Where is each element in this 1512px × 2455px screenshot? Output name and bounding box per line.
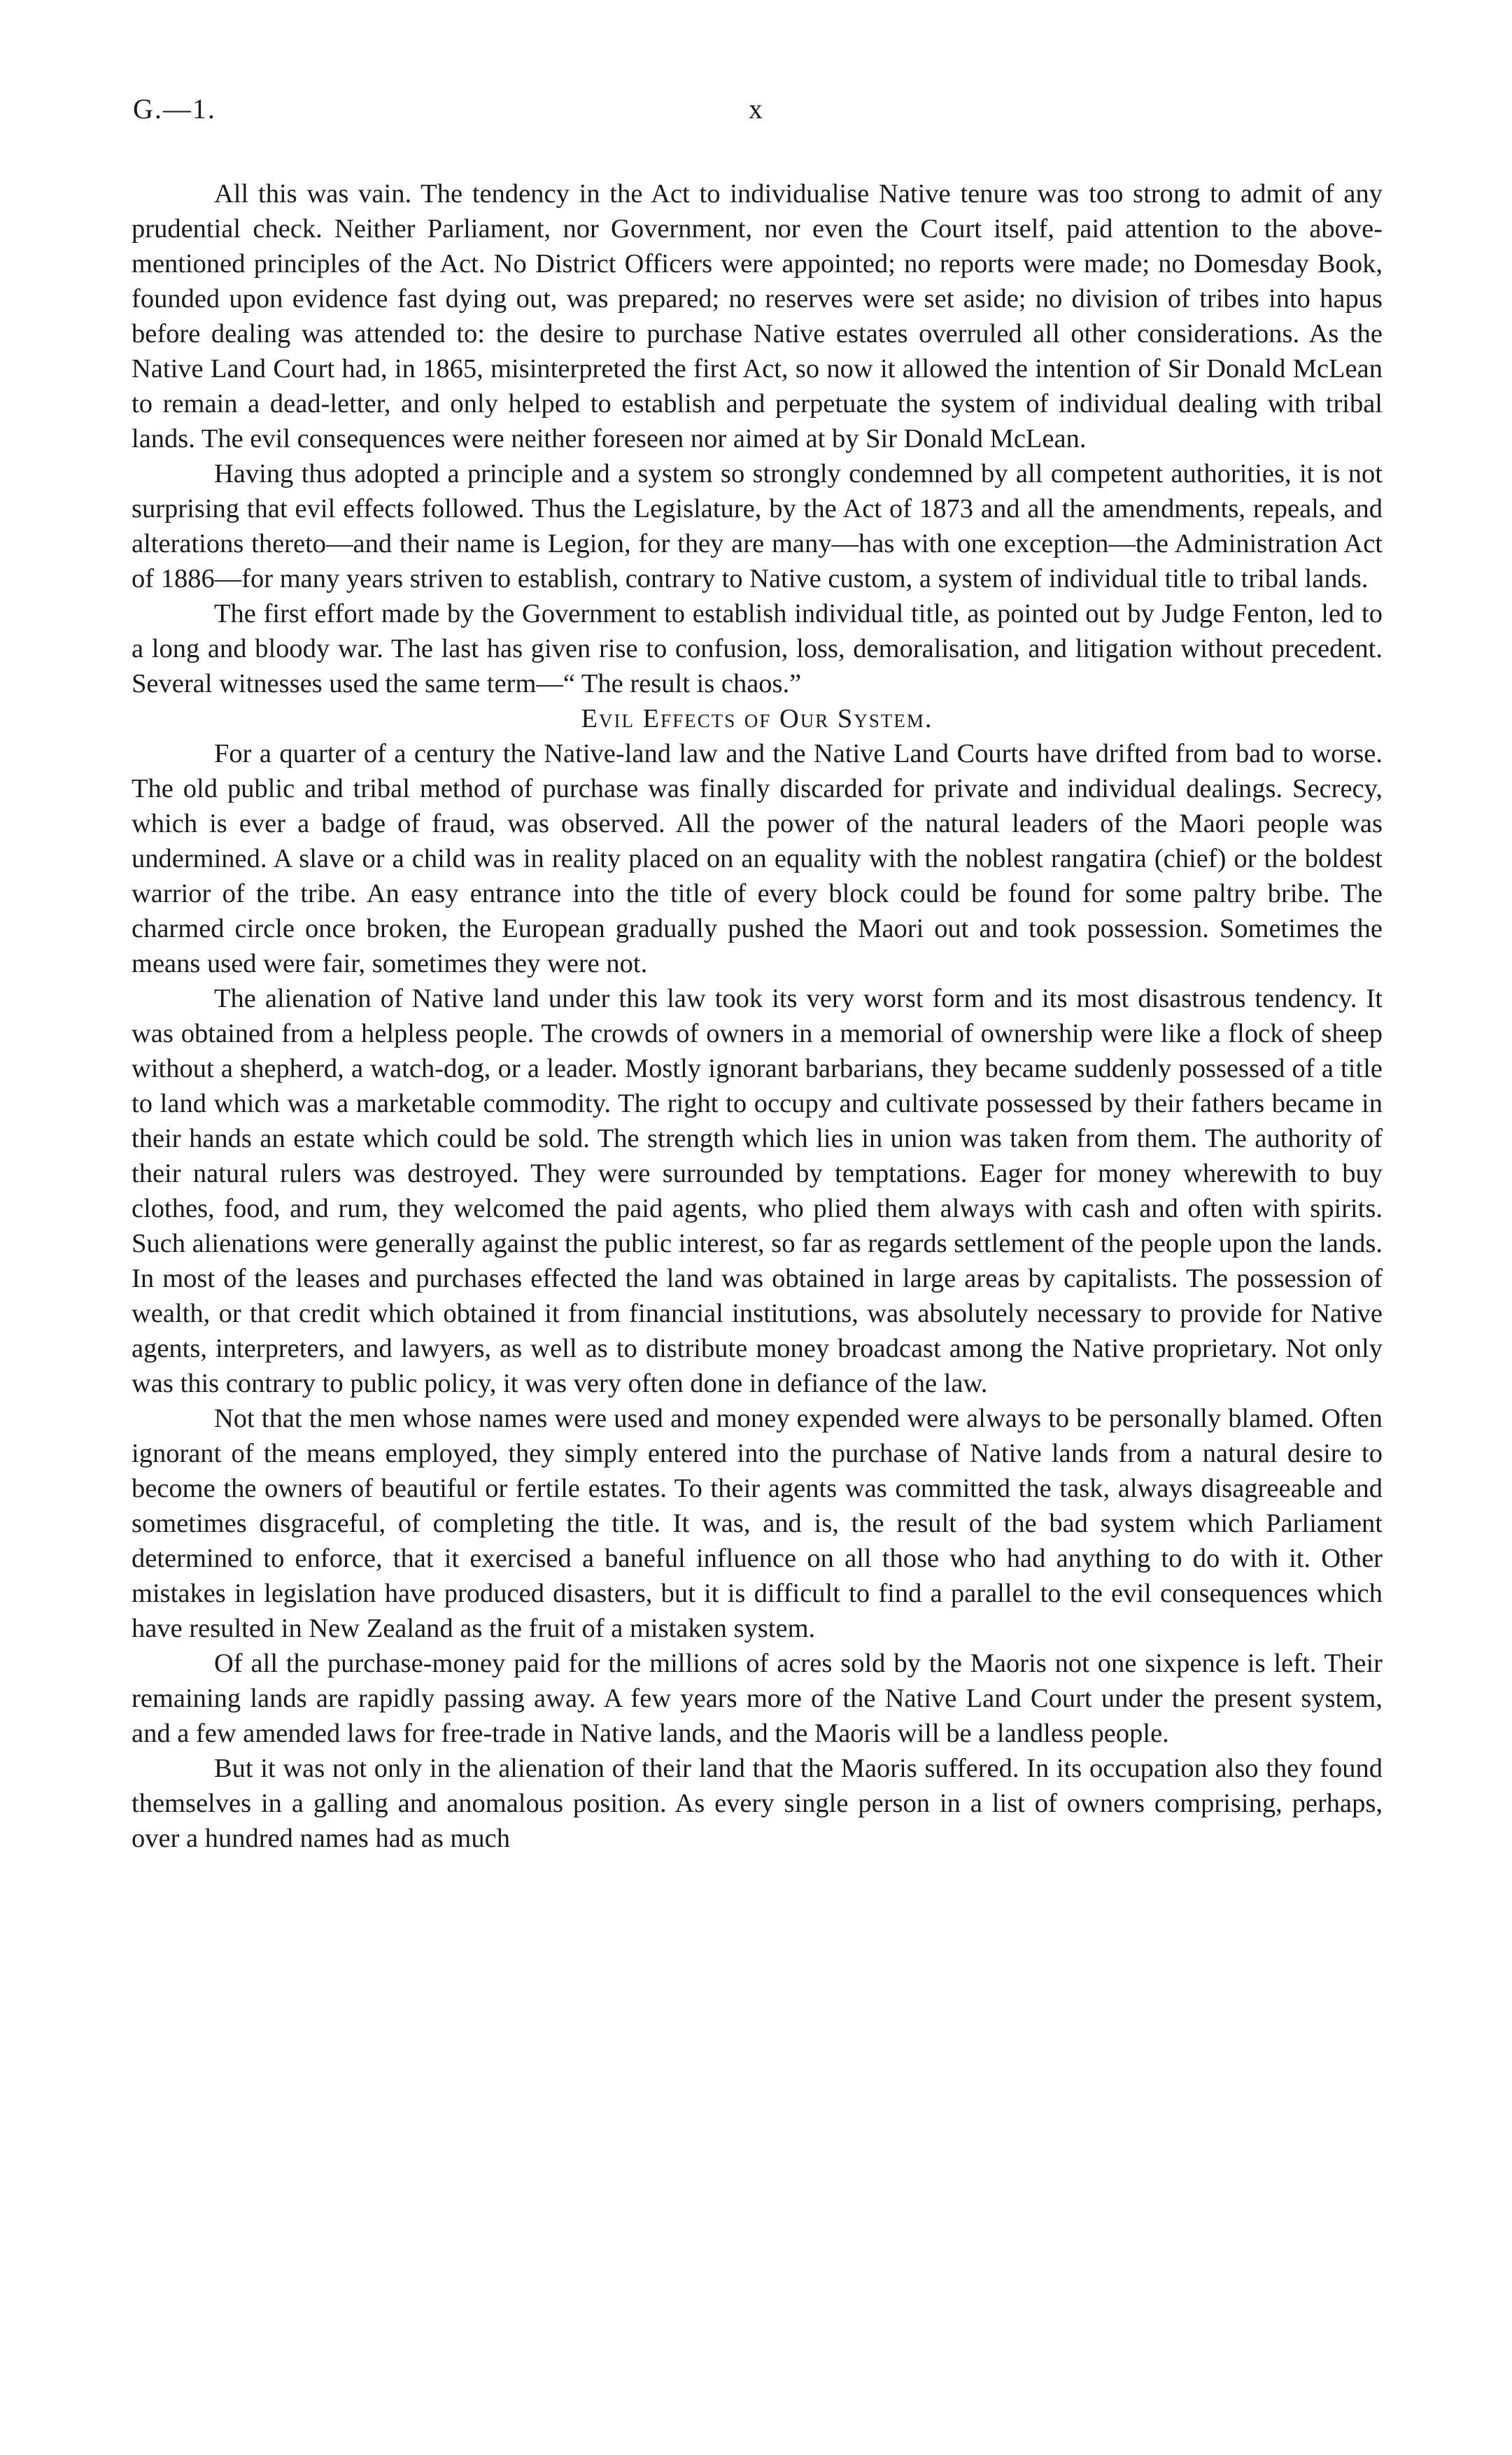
paragraph: All this was vain. The tendency in the Act to individualise Native tenure was too strong to admit of any prudential check. Neither Parliament, nor Government, nor even the Court itself, paid attention to the above-mentioned principles of the Act. No District Officers were appointed; no reports were made; no Domesday Book, founded upon evidence fast dying out, was prepared; no reserves were set aside; no division of tribes into hapus before dealing was attended to: the desire to purchase Native estates overruled all other considerations. As the Native Land Court had, in 1865, misinterpreted the first Act, so now it allowed the intention of Sir Donald McLean to remain a dead-letter, and only helped to establish and perpetuate the system of individual dealing with tribal lands. The evil consequences were neither foreseen nor aimed at by Sir Donald McLean. (132, 179, 1383, 453)
page-number: x (749, 93, 763, 125)
running-header (133, 92, 1385, 134)
paragraph: Of all the purchase-money paid for the millions of acres sold by the Maoris not one sixpence is left. Their remaining lands are rapidly passing away. A few years more of the Native Land Court under the present system, and a few amended laws for free-trade in Native lands, and the Maoris will be a landless people. (132, 1649, 1383, 1748)
paragraph: The first effort made by the Government to establish individual title, as pointed out by Judge Fenton, led to a long and bloody war. The last has given rise to confusion, loss, demoralisation, and litigation without precedent. Several witnesses used the same term—“ The result is chaos.” (132, 599, 1383, 698)
paragraph: But it was not only in the alienation of their land that the Maoris suffered. In its occupation also they found themselves in a galling and anomalous position. As every single person in a list of owners comprising, perhaps, over a hundred names had as much (132, 1754, 1383, 1853)
paragraph: Having thus adopted a principle and a system so strongly condemned by all competent authorities, it is not surprising that evil effects followed. Thus the Legislature, by the Act of 1873 and all the amendments, repeals, and alterations thereto—and their name is Legion, for they are many—has with one exception—the Administration Act of 1886—for many years striven to establish, contrary to Native custom, a system of individual title to tribal lands. (132, 459, 1383, 593)
section-heading: Evil Effects of Our System. (581, 704, 933, 733)
paragraph: The alienation of Native land under this law took its very worst form and its most disastrous tendency. It was obtained from a helpless people. The crowds of owners in a memorial of ownership were like a flock of sheep without a shepherd, a watch-dog, or a leader. Mostly ignorant barbarians, they became suddenly possessed of a title to land which was a marketable commodity. The right to occupy and cultivate possessed by their fathers became in their hands an estate which could be sold. The strength which lies in union was taken from them. The authority of their natural rulers was destroyed. They were surrounded by temptations. Eager for money wherewith to buy clothes, food, and rum, they welcomed the paid agents, who plied them always with cash and often with spirits. Such alienations were generally against the public interest, so far as regards settlement of the people upon the lands. In most of the leases and purchases effected the land was obtained in large areas by capitalists. The possession of wealth, or that credit which obtained it from financial institutions, was absolutely necessary to provide for Native agents, interpreters, and lawyers, as well as to distribute money broadcast among the Native proprietary. Not only was this contrary to public policy, it was very often done in defiance of the law. (132, 984, 1383, 1398)
paragraph: Not that the men whose names were used and money expended were always to be personally blamed. Often ignorant of the means employed, they simply entered into the purchase of Native lands from a natural desire to become the owners of beautiful or fertile estates. To their agents was committed the task, always disagreeable and sometimes disgraceful, of completing the title. It was, and is, the result of the bad system which Parliament determined to enforce, that it exercised a baneful influence on all those who had anything to do with it. Other mistakes in legislation have produced disasters, but it is difficult to find a parallel to the evil consequences which have resulted in New Zealand as the fruit of a mistaken system. (132, 1404, 1383, 1643)
document-reference: G.—1. (133, 93, 216, 125)
body-text (132, 176, 1383, 1856)
paragraph: For a quarter of a century the Native-land law and the Native Land Courts have drifted from bad to worse. The old public and tribal method of purchase was finally discarded for private and individual dealings. Secrecy, which is ever a badge of fraud, was observed. All the power of the natural leaders of the Maori people was undermined. A slave or a child was in reality placed on an equality with the noblest rangatira (chief) or the boldest warrior of the tribe. An easy entrance into the title of every block could be found for some paltry bribe. The charmed circle once broken, the European gradually pushed the Maori out and took possession. Sometimes the means used were fair, sometimes they were not. (132, 739, 1383, 978)
